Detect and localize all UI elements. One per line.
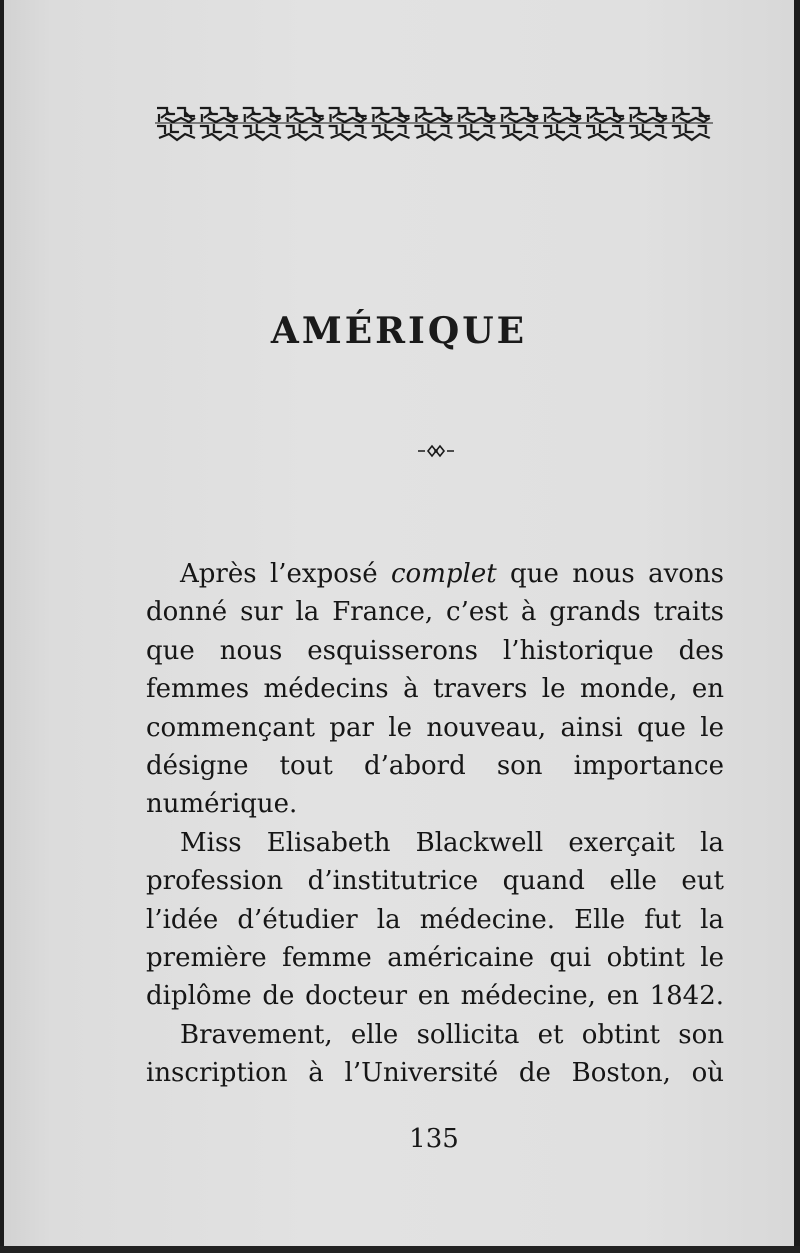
decorative-header-band: [155, 104, 713, 142]
page-number: 135: [409, 1124, 459, 1154]
paragraph-2: [146, 824, 724, 1016]
emphasis-text: complet: [391, 559, 497, 589]
chapter-title: AMÉRIQUE: [270, 310, 528, 352]
text-line: numérique.: [146, 789, 298, 820]
text-line: commençant par le nouveau, ainsi que le: [146, 712, 724, 743]
text-line: donné sur la France, c’est à grands traits: [146, 597, 724, 628]
fleuron-ornament: [417, 443, 455, 459]
paragraph-3: [146, 1016, 724, 1093]
text-line: diplôme de docteur en médecine, en 1842.: [146, 981, 724, 1012]
text-line: Bravement, elle sollicita et obtint son: [180, 1019, 724, 1050]
scan-edge: [0, 1246, 800, 1253]
text-line: Miss Elisabeth Blackwell exerçait la: [180, 827, 724, 858]
text-line: Après l’exposé complet que nous avons: [180, 559, 724, 589]
body-text: [146, 555, 724, 1092]
text-line: inscription à l’Université de Boston, où: [146, 1058, 724, 1089]
text-line: désigne tout d’abord son importance: [146, 750, 724, 781]
text-line: l’idée d’étudier la médecine. Elle fut la: [146, 904, 724, 935]
book-page: [4, 0, 794, 1248]
text-line: que nous esquisserons l’historique des: [146, 635, 724, 666]
text-line: femmes médecins à travers le monde, en: [146, 674, 724, 705]
text-line: profession d’institutrice quand elle eut: [146, 866, 724, 897]
paragraph-1: [146, 555, 724, 824]
text-line: première femme américaine qui obtint le: [146, 942, 724, 973]
